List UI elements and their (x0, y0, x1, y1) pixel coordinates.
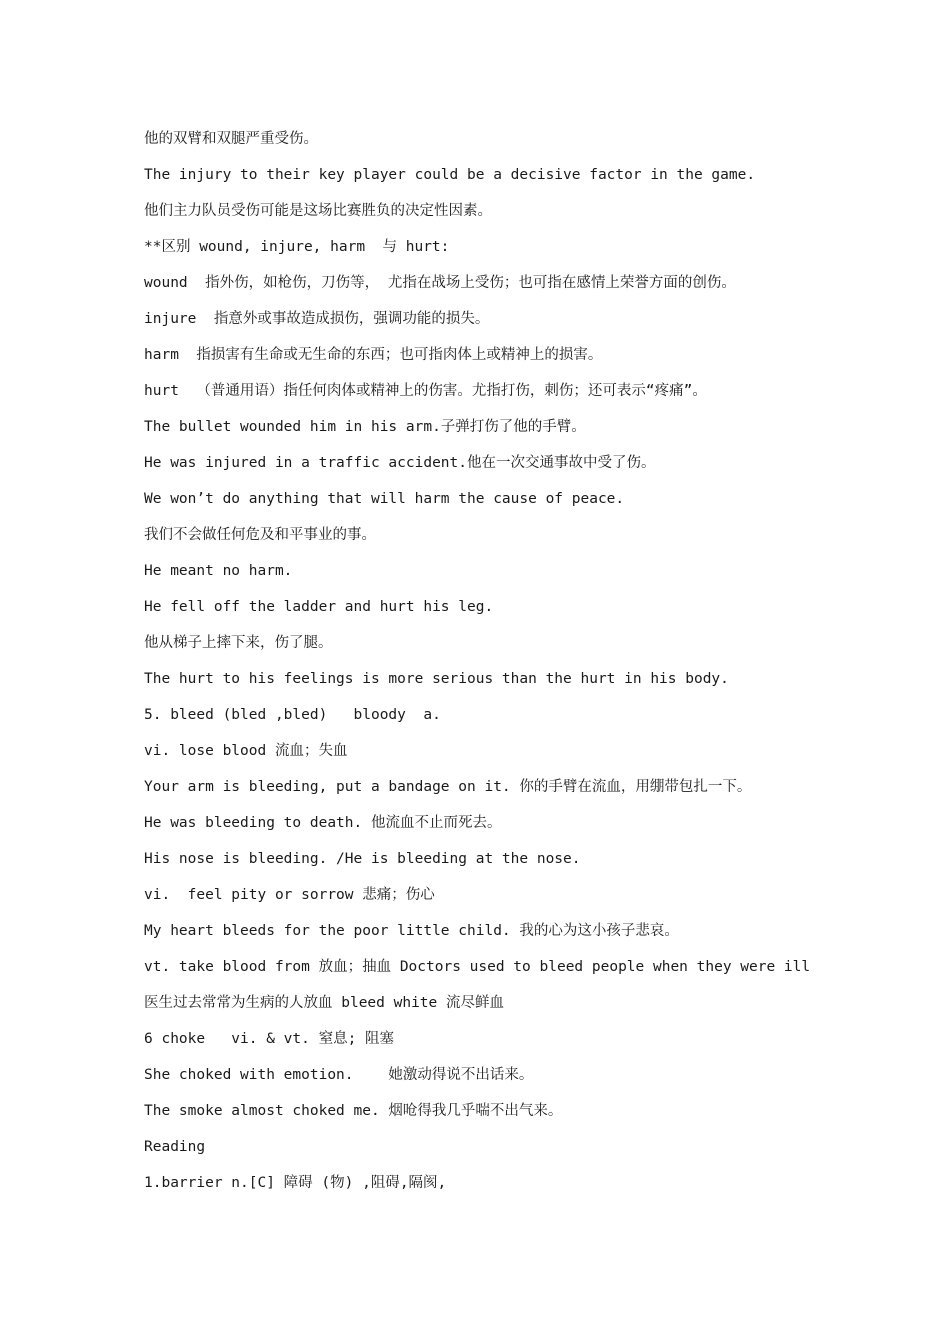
definition-injure: injure 指意外或事故造成损伤，强调功能的损失。 (144, 311, 490, 327)
example-sentence: Your arm is bleeding, put a bandage on it. 你的手臂在流血，用绷带包扎一下。 (144, 779, 752, 795)
example-sentence: He meant no harm. (144, 563, 293, 579)
definition-harm: harm 指损害有生命或无生命的东西；也可指肉体上或精神上的损害。 (144, 347, 603, 363)
example-sentence: He fell off the ladder and hurt his leg. (144, 599, 494, 615)
example-sentence: The hurt to his feelings is more serious than the hurt in his body. (144, 671, 729, 687)
example-sentence: He was bleeding to death. 他流血不止而死去。 (144, 815, 502, 831)
vocab-entry-choke: 6 choke vi. & vt. 窒息; 阻塞 (144, 1031, 395, 1047)
comparison-heading: **区别 wound, injure, harm 与 hurt: (144, 239, 450, 255)
definition-line: vi. lose blood 流血；失血 (144, 743, 348, 759)
chinese-translation: 他的双臂和双腿严重受伤。 (144, 131, 318, 147)
definition-line: vi. feel pity or sorrow 悲痛；伤心 (144, 887, 435, 903)
vocab-entry-bleed: 5. bleed (bled ,bled) bloody a. (144, 707, 441, 723)
chinese-translation: 医生过去常常为生病的人放血 bleed white 流尽鲜血 (144, 995, 504, 1011)
example-sentence: She choked with emotion. 她激动得说不出话来。 (144, 1067, 534, 1083)
example-sentence: The injury to their key player could be a decisive factor in the game. (144, 167, 756, 183)
example-sentence: We won’t do anything that will harm the cause of peace. (144, 491, 625, 507)
example-sentence: His nose is bleeding. /He is bleeding at the nose. (144, 851, 581, 867)
vocab-entry-barrier: 1.barrier n.[C] 障碍 (物) ,阻碍,隔阂, (144, 1175, 447, 1191)
definition-wound: wound 指外伤，如枪伤，刀伤等， 尤指在战场上受伤；也可指在感情上荣誉方面的创伤。 (144, 275, 736, 291)
chinese-translation: 他从梯子上摔下来，伤了腿。 (144, 635, 333, 651)
chinese-translation: 我们不会做任何危及和平事业的事。 (144, 527, 376, 543)
example-sentence: My heart bleeds for the poor little child. 我的心为这小孩子悲哀。 (144, 923, 679, 939)
definition-hurt: hurt （普通用语）指任何肉体或精神上的伤害。尤指打伤，刺伤；还可表示“疼痛”。 (144, 383, 707, 399)
chinese-translation: 他们主力队员受伤可能是这场比赛胜负的决定性因素。 (144, 203, 492, 219)
definition-line: vt. take blood from 放血；抽血 Doctors used to bleed people when they were ill (144, 959, 811, 975)
example-sentence: The bullet wounded him in his arm.子弹打伤了他的手臂。 (144, 419, 586, 435)
example-sentence: He was injured in a traffic accident.他在一次交通事故中受了伤。 (144, 455, 656, 471)
section-heading-reading: Reading (144, 1139, 206, 1155)
document-body (144, 121, 844, 1201)
example-sentence: The smoke almost choked me. 烟呛得我几乎喘不出气来。 (144, 1103, 563, 1119)
